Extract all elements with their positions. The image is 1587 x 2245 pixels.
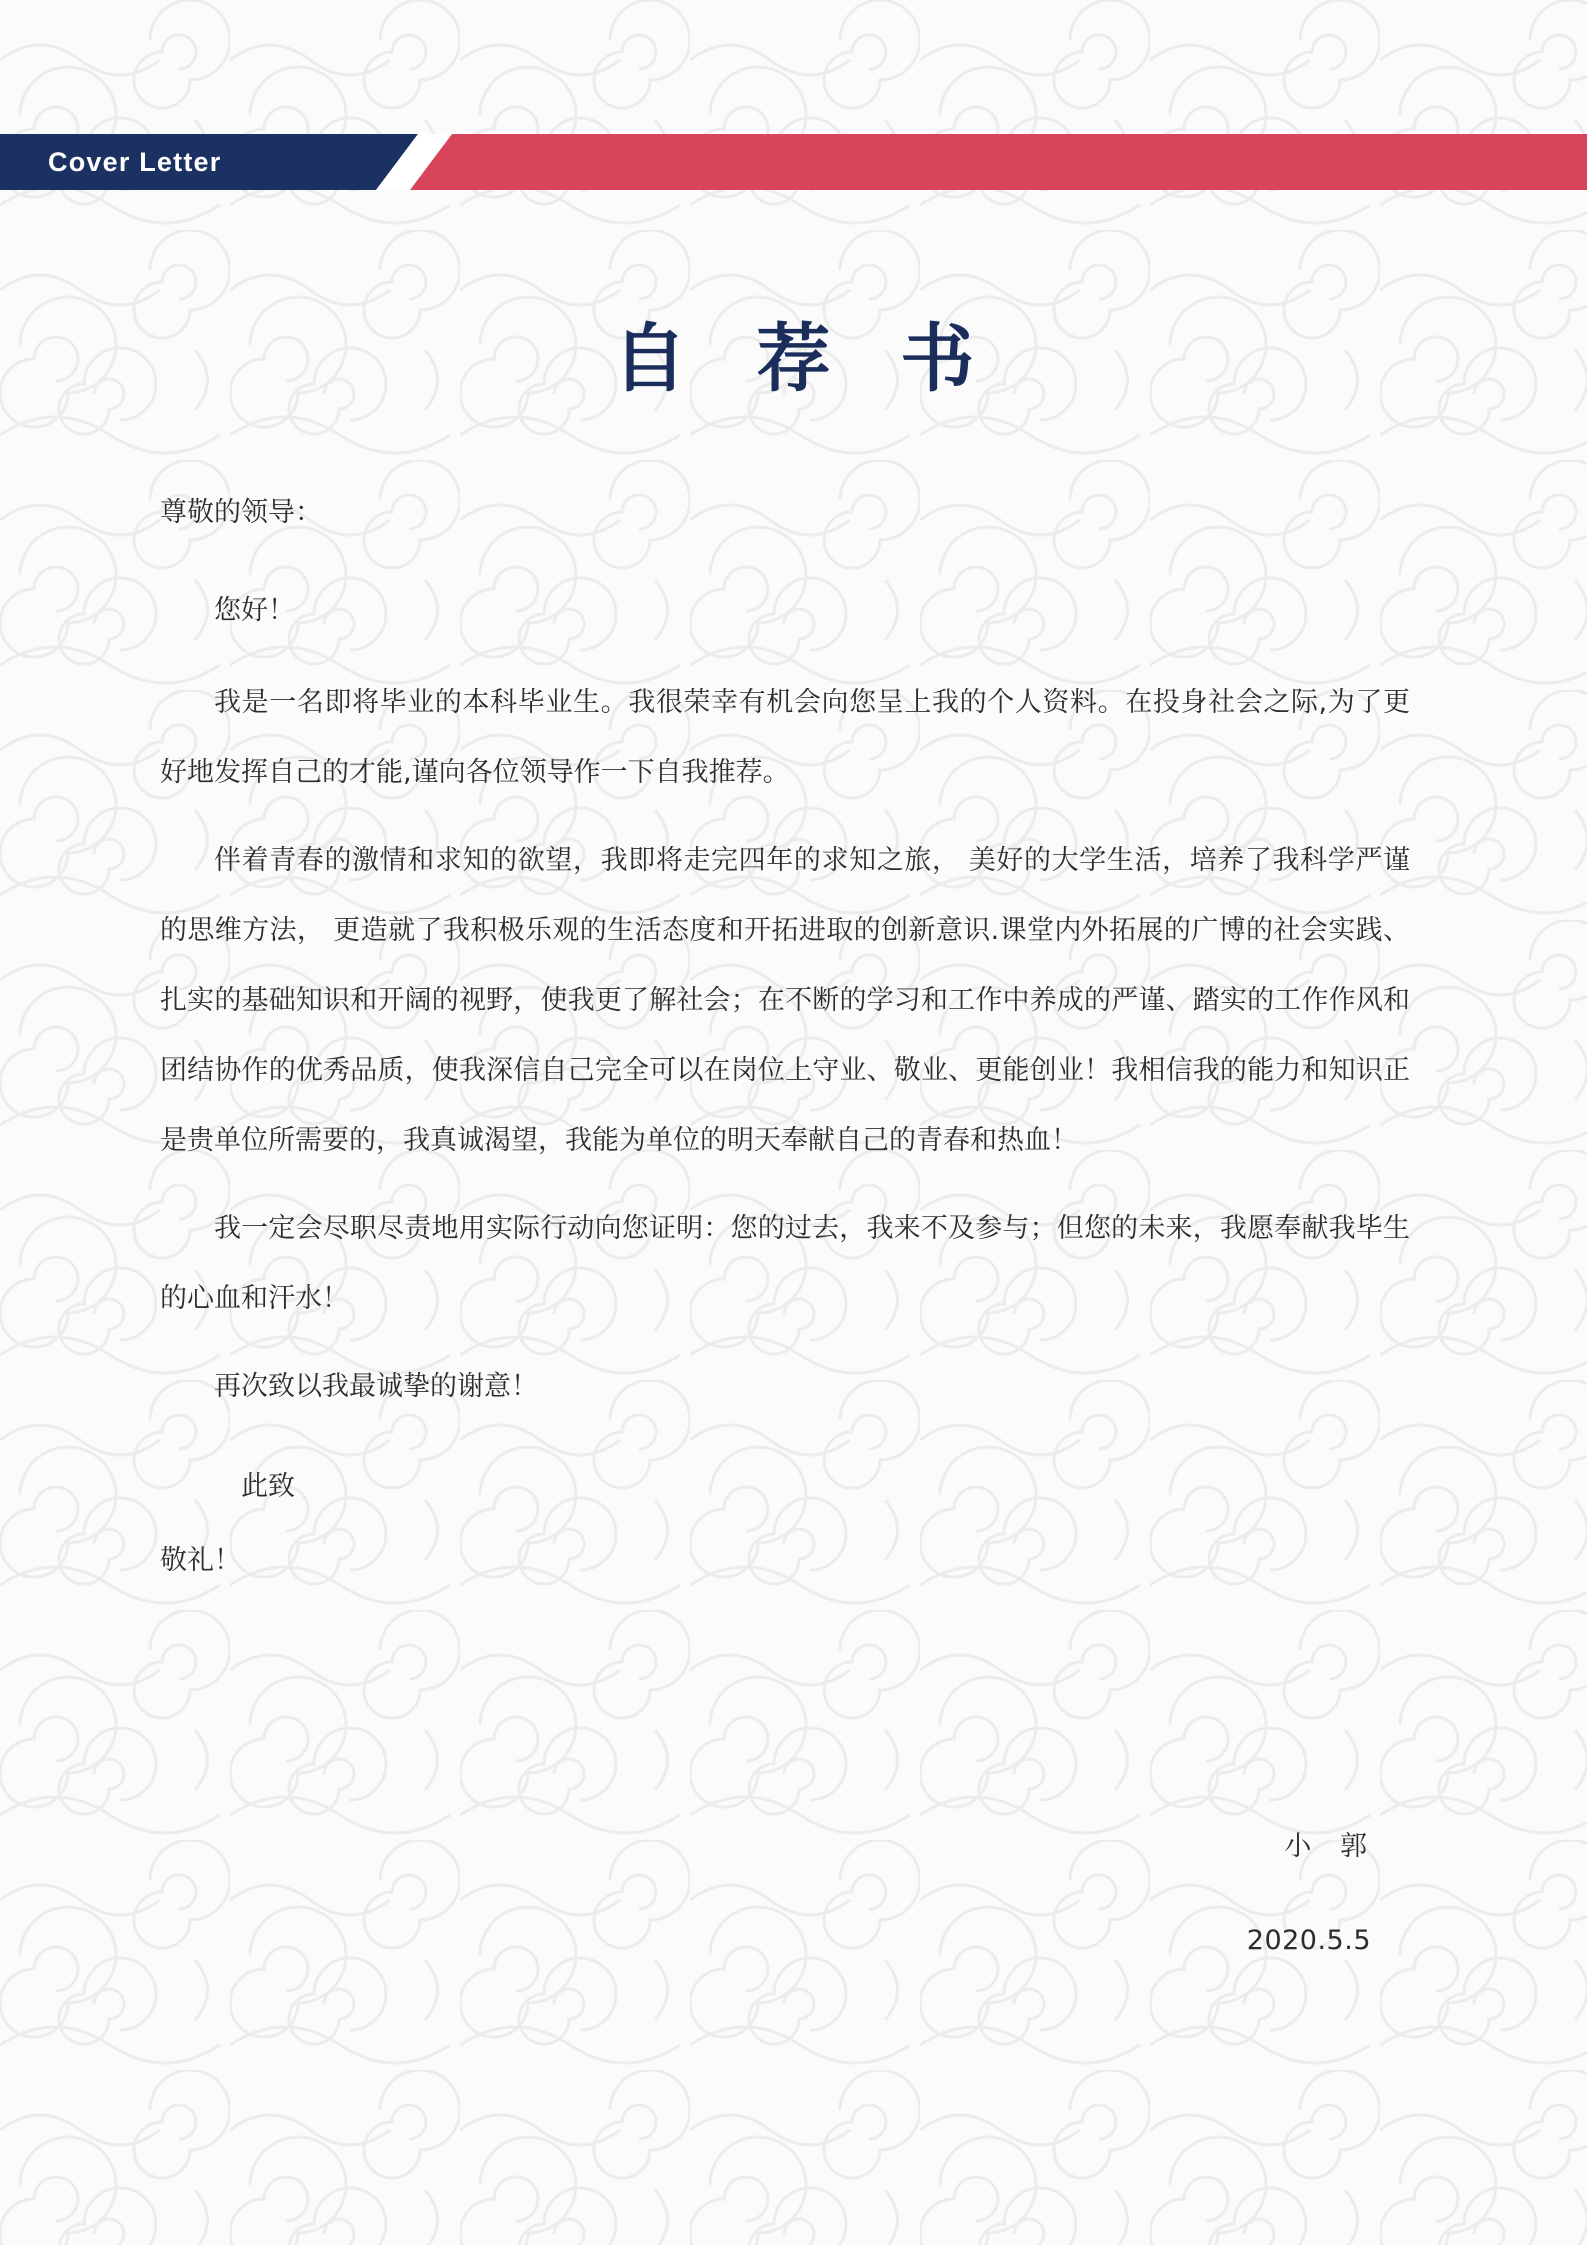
signature-date: 2020.5.5 bbox=[1246, 1925, 1371, 1956]
salutation: 尊敬的领导： bbox=[160, 497, 322, 528]
header-label-text: Cover Letter bbox=[48, 146, 222, 177]
greeting: 您好！ bbox=[214, 595, 295, 626]
header-label bbox=[0, 134, 420, 190]
signature-block bbox=[0, 1824, 1587, 1956]
signature-name: 小 郭 bbox=[1284, 1831, 1377, 1862]
page-title: 自 荐 书 bbox=[612, 316, 997, 402]
closing-line-1: 此致 bbox=[241, 1471, 295, 1502]
paragraph-3: 我一定会尽职尽责地用实际行动向您证明：您的过去，我来不及参与；但您的未来，我愿奉献我毕生的心血和汗水！ bbox=[160, 1213, 1410, 1314]
paragraph-2: 伴着青春的激情和求知的欲望，我即将走完四年的求知之旅， 美好的大学生活，培养了我科学严谨的思维方法， 更造就了我积极乐观的生活态度和开拓进取的创新意识.课堂内外拓展的广博的社会实践、扎实的基础知识和开阔的视野，使我更了解社会；在不断的学习和工作中养成的严谨、踏实的工作作风和团结协作的优秀品质，使我深信自己完全可以在岗位上守业、敬业、更能创业！我相信我的能力和知识正是贵单位所需要的，我真诚渴望，我能为单位的明天奉献自己的青春和热血！ bbox=[160, 845, 1410, 1156]
closing-line-2: 敬礼！ bbox=[160, 1545, 241, 1576]
paragraph-1: 我是一名即将毕业的本科毕业生。我很荣幸有机会向您呈上我的个人资料。在投身社会之际,为了更好地发挥自己的才能,谨向各位领导作一下自我推荐。 bbox=[160, 687, 1410, 788]
letter-body bbox=[160, 478, 1410, 1596]
paragraph-4: 再次致以我最诚挚的谢意！ bbox=[214, 1371, 538, 1402]
